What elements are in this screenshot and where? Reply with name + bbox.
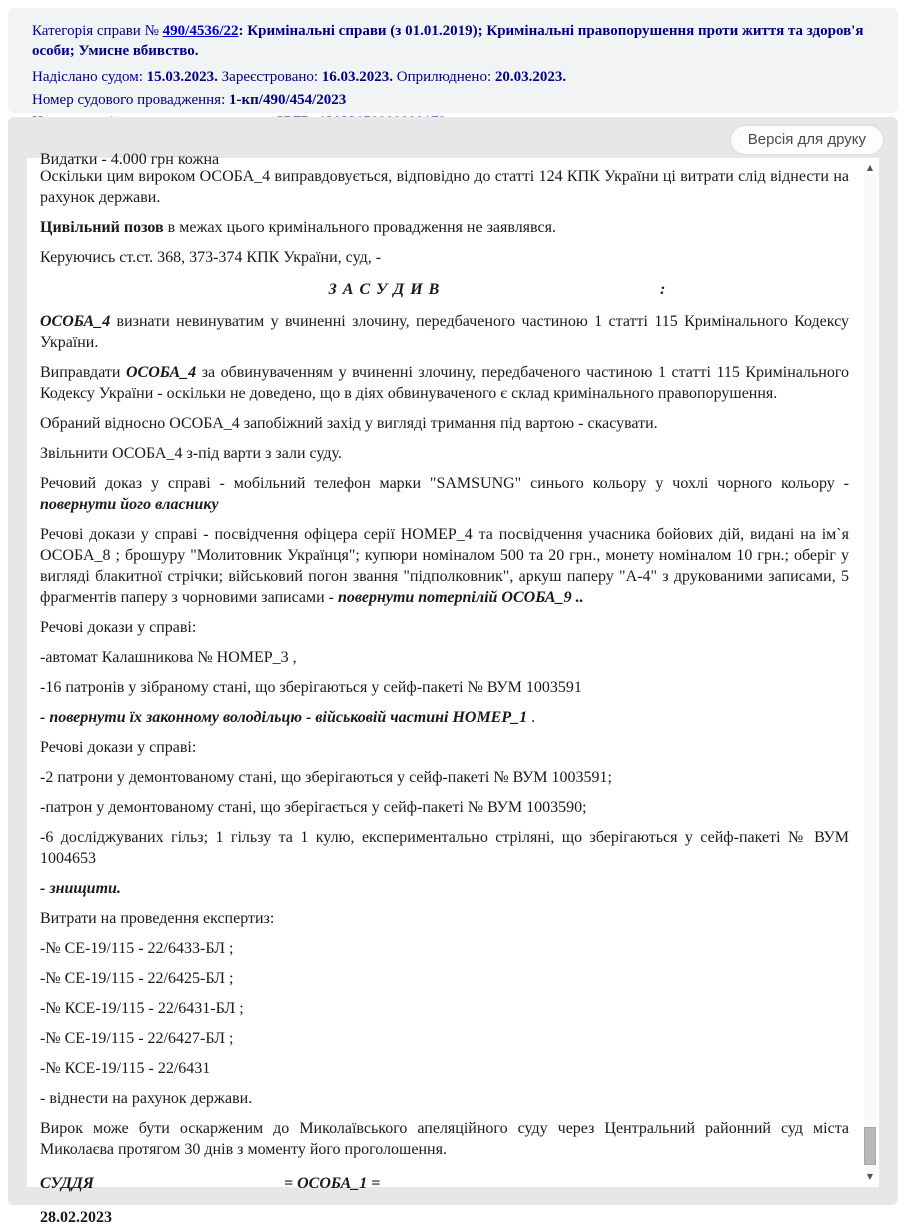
document-paragraph: -№ СЕ-19/115 - 22/6425-БЛ ; [40,970,234,987]
court-proceeding-number: 1-кп/490/454/2023 [229,92,347,108]
court-proceeding-line [32,90,874,110]
document-paragraph: -№ СЕ-19/115 - 22/6433-БЛ ; [40,940,234,957]
case-header [8,8,898,113]
scrollbar-thumb[interactable] [864,1127,876,1165]
case-number-link[interactable]: 490/4536/22 [162,23,239,39]
document-paragraph: Оскільки цим вироком ОСОБА_4 виправдовується, відповідно до статті 124 КПК України ці витрати слід віднести на рахунок держави. [40,168,849,206]
document-paragraph: Видатки - 4.000 грн кожна [40,151,220,168]
print-version-button[interactable]: Версія для друку [731,126,883,154]
case-category-line [32,21,874,61]
document-paragraph: Цивільний позов в межах цього кримінального провадження не заявлявся. [40,219,556,236]
document-paragraph: -патрон у демонтованому стані, що зберігається у сейф-пакеті № ВУМ 1003590; [40,799,587,816]
document-paragraph: ОСОБА_4 визнати невинуватим у вчиненні злочину, передбаченого частиною 1 статті 115 Кримінального Кодексу України. [40,313,849,351]
scrollbar-track[interactable] [864,174,876,1171]
scrollbar-up-icon[interactable]: ▲ [866,163,874,172]
document-paragraph: Речові докази у справі - посвідчення офіцера серії НОМЕР_4 та посвідчення учасника бойових дій, видані на ім`я ОСОБА_8 ; брошуру "Молитовник Українця"; купюри номіналом 500 та 20 грн., монету номіналом 10 грн.; оберіг у вигляді блакитної стрічки; військовий погон звання "підполковник", аркуш паперу "А-4" з друкованими записами, 5 фрагментів паперу з чорновими записами - повернути потерпілій ОСОБА_9 .. [40,526,849,606]
published-label: Оприлюднено: [396,69,495,85]
document-paragraph: СУДДЯ = ОСОБА_1 = [40,1175,381,1192]
document-paragraph: З А С У Д И В : [328,281,666,298]
main-panel [8,117,898,1226]
document-area [27,151,879,1226]
sent-by-court-label: Надіслано судом: [32,69,147,85]
document-paragraph: Речові докази у справі: [40,739,197,756]
case-category-value: : Кримінальні справи (з 01.01.2019); Кримінальні правопорушення проти життя та здоров'я особи; Умисне вбивство. [32,23,864,59]
case-dates-line [32,67,874,87]
document-paragraph: -№ СЕ-19/115 - 22/6427-БЛ ; [40,1030,234,1047]
document-paragraph: Речові докази у справі: [40,619,197,636]
court-proceeding-label: Номер судового провадження: [32,92,229,108]
registered-label: Зареєстровано: [221,69,322,85]
document-paragraph: -№ КСЕ-19/115 - 22/6431 [40,1060,211,1077]
sent-by-court-date: 15.03.2023. [146,69,218,85]
document-paragraph: Керуючись ст.ст. 368, 373-374 КПК України, суд, - [40,249,382,266]
document-paragraph: Звільнити ОСОБА_4 з-під варти з зали суду. [40,445,342,462]
registered-date: 16.03.2023. [321,69,394,85]
document-paragraph: -16 патронів у зібраному стані, що зберігаються у сейф-пакеті № ВУМ 1003591 [40,679,582,696]
document-paragraph: -2 патрони у демонтованому стані, що зберігаються у сейф-пакеті № ВУМ 1003591; [40,769,612,786]
document-paragraph: -№ КСЕ-19/115 - 22/6431-БЛ ; [40,1000,244,1017]
document-paragraph: - віднести на рахунок держави. [40,1090,253,1107]
document-paragraph: - знищити. [40,880,121,897]
document-paragraph: Обраний відносно ОСОБА_4 запобіжний захід у вигляді тримання під вартою - скасувати. [40,415,658,432]
document-paragraph: Витрати на проведення експертиз: [40,910,275,927]
document-paragraph: Виправдати ОСОБА_4 за обвинуваченням у вчиненні злочину, передбаченого частиною 1 статті 115 Кримінального Кодексу України - оскільки не доведено, що в діях обвинуваченого є склад кримінального правопорушення. [40,364,850,402]
case-category-label: Категорія справи № [32,23,163,39]
document-paragraph: 28.02.2023 [40,1209,112,1226]
published-date: 20.03.2023. [494,69,567,85]
document-paragraph: -6 досліджуваних гільз; 1 гільзу та 1 кулю, експериментально стріляні, що зберігаються у сейф-пакеті № ВУМ 1004653 [40,829,849,867]
document-paragraph: Речовий доказ у справі - мобільний телефон марки "SAMSUNG" синього кольору у чохлі чорного кольору - повернути його власнику [40,475,849,513]
document-scrollbar[interactable] [862,160,878,1185]
document-paragraph: Вирок може бути оскарженим до Миколаївського апеляційного суду через Центральний районний суд міста Миколаєва протягом 30 днів з моменту його проголошення. [40,1120,849,1158]
scrollbar-down-icon[interactable]: ▼ [866,1172,874,1181]
document-paragraph: -автомат Калашникова № НОМЕР_3 , [40,649,297,666]
document-text [40,149,849,1228]
document-paragraph: - повернути їх законному володільцю - військовій частині НОМЕР_1 . [40,709,536,726]
